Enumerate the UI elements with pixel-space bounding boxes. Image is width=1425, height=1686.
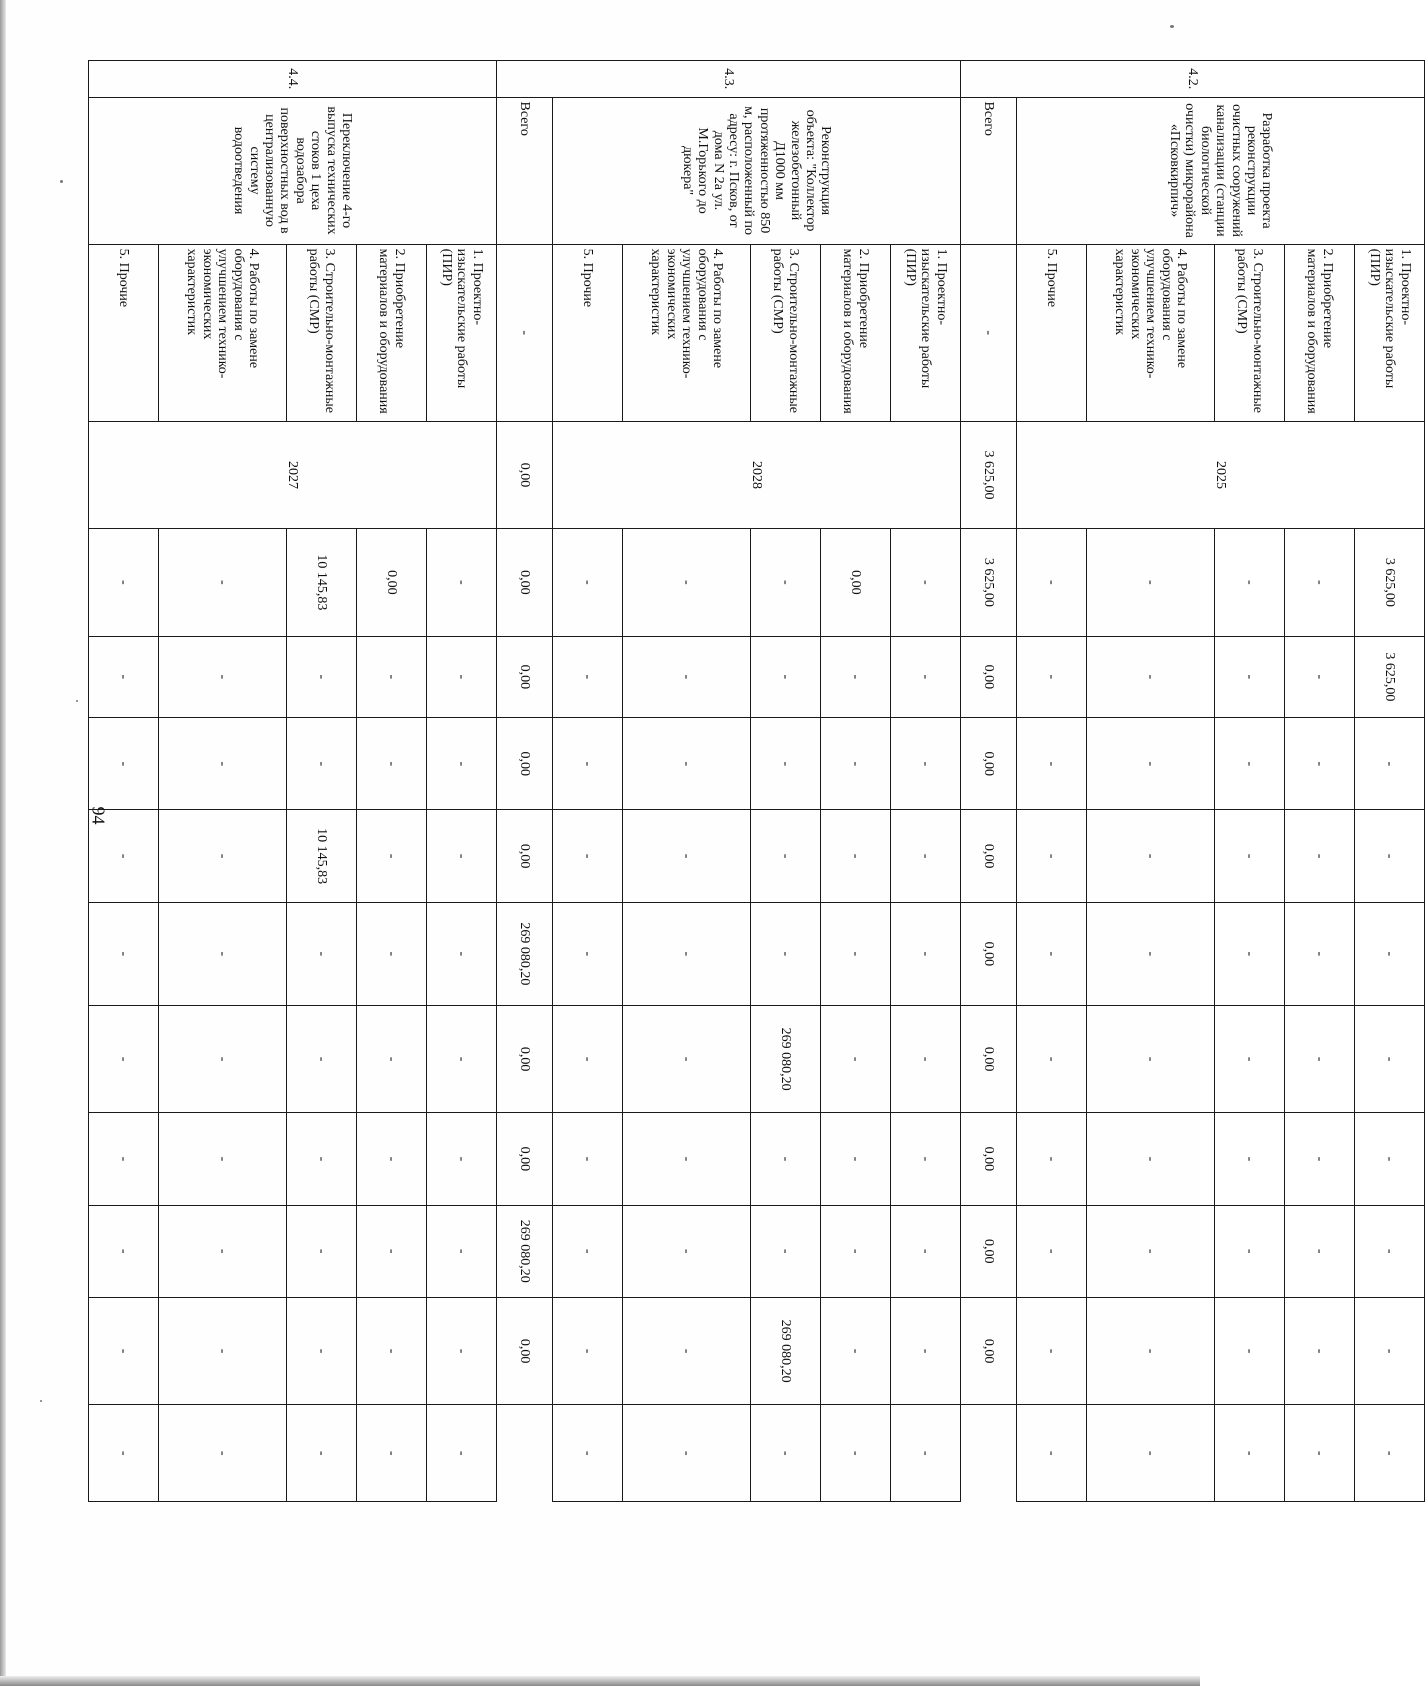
amount-cell: - [1017, 529, 1087, 636]
amount-cell: - [553, 902, 623, 1005]
total-amount-cell: 0,00 [961, 1005, 1017, 1112]
amount-cell: - [159, 529, 287, 636]
amount-cell: - [159, 1297, 287, 1404]
amount-cell: - [1017, 902, 1087, 1005]
total-label: Всего [961, 97, 1017, 244]
amount-cell: - [427, 718, 497, 810]
table-row [1215, 61, 1285, 1502]
amount-cell: - [821, 902, 891, 1005]
amount-cell: - [623, 718, 751, 810]
amount-cell: - [821, 1405, 891, 1502]
amount-cell: - [623, 810, 751, 902]
amount-cell: - [623, 1405, 751, 1502]
amount-cell: - [1215, 1297, 1285, 1404]
amount-cell: - [751, 1405, 821, 1502]
amount-cell: - [1087, 902, 1215, 1005]
table-row [1355, 61, 1425, 1502]
work-type: 3. Строительно-монтажные работы (СМР) [1215, 244, 1285, 421]
amount-cell: - [623, 636, 751, 718]
amount-cell: - [751, 902, 821, 1005]
amount-cell: 0,00 [357, 529, 427, 636]
amount-cell: - [89, 636, 159, 718]
amount-cell: - [751, 529, 821, 636]
scan-left-edge [0, 0, 6, 1686]
amount-cell: - [287, 902, 357, 1005]
amount-cell: - [553, 1405, 623, 1502]
total-amount-cell: 0,00 [497, 421, 553, 528]
investment-table [88, 60, 1425, 1502]
total-amount-cell: 0,00 [497, 718, 553, 810]
amount-cell: - [553, 1005, 623, 1112]
amount-cell: - [1087, 1205, 1215, 1297]
total-amount-cell: 0,00 [961, 636, 1017, 718]
amount-cell: - [287, 718, 357, 810]
amount-cell: - [623, 529, 751, 636]
amount-cell: - [891, 1005, 961, 1112]
total-label: Всего [497, 97, 553, 244]
amount-cell: - [891, 1205, 961, 1297]
work-type: 1. Проектно-изыскательские работы (ПИР) [427, 244, 497, 421]
amount-cell: - [427, 1113, 497, 1205]
amount-cell: - [287, 636, 357, 718]
amount-cell: - [427, 1405, 497, 1502]
amount-cell: - [1355, 1297, 1425, 1404]
work-type: 2. Приобретение материалов и оборудования [1285, 244, 1355, 421]
amount-cell: - [357, 1113, 427, 1205]
amount-cell: 3 625,00 [1355, 529, 1425, 636]
amount-cell: - [1355, 902, 1425, 1005]
amount-cell: - [1355, 810, 1425, 902]
amount-cell: - [357, 1005, 427, 1112]
total-amount-cell: 0,00 [961, 718, 1017, 810]
table-row [1087, 61, 1215, 1502]
amount-cell: - [1017, 1005, 1087, 1112]
amount-cell: - [89, 1297, 159, 1404]
amount-cell: - [553, 1205, 623, 1297]
year: 2025 [1017, 421, 1425, 528]
amount-cell: - [821, 1205, 891, 1297]
amount-cell: - [751, 1113, 821, 1205]
amount-cell: - [1355, 1005, 1425, 1112]
amount-cell: - [891, 529, 961, 636]
object-name: Переключение 4-го выпуска технических стоков 1 цеха водозабора поверхностных вод в централизованную систему водоотведения [89, 97, 497, 244]
amount-cell: - [1087, 718, 1215, 810]
amount-cell: - [1215, 810, 1285, 902]
amount-cell: - [623, 1113, 751, 1205]
year: 2027 [89, 421, 497, 528]
amount-cell: - [623, 1205, 751, 1297]
amount-cell: 10 145,83 [287, 529, 357, 636]
work-type: 1. Проектно-изыскательские работы (ПИР) [891, 244, 961, 421]
amount-cell: - [1017, 636, 1087, 718]
amount-cell: - [1285, 902, 1355, 1005]
amount-cell: - [1215, 902, 1285, 1005]
page-number: 94 [88, 806, 109, 825]
table-row [1285, 61, 1355, 1502]
amount-cell: - [553, 636, 623, 718]
amount-cell: - [1285, 1205, 1355, 1297]
amount-cell: - [89, 902, 159, 1005]
amount-cell: - [1087, 1005, 1215, 1112]
total-amount-cell: 0,00 [961, 1205, 1017, 1297]
table-row [357, 61, 427, 1502]
total-amount-cell: 0,00 [961, 1113, 1017, 1205]
amount-cell: - [357, 1205, 427, 1297]
total-amount-cell: 0,00 [497, 1113, 553, 1205]
scan-speck [76, 700, 78, 702]
amount-cell: - [751, 810, 821, 902]
rotated-table-container [116, 60, 1425, 1502]
amount-cell: - [1355, 1205, 1425, 1297]
amount-cell: - [287, 1113, 357, 1205]
total-amount-cell: 0,00 [497, 1297, 553, 1404]
amount-cell: - [159, 1113, 287, 1205]
amount-cell: - [159, 810, 287, 902]
amount-cell: - [357, 1405, 427, 1502]
work-type: 1. Проектно-изыскательские работы (ПИР) [1355, 244, 1425, 421]
scan-speck [1170, 25, 1174, 28]
amount-cell: - [891, 810, 961, 902]
amount-cell: - [1215, 1005, 1285, 1112]
work-type: 5. Прочие [553, 244, 623, 421]
object-name: Разработка проекта реконструкции очистных сооружений канализации (станции биологической очистки) микрорайона «Псковкирпич» [1017, 97, 1425, 244]
work-type: 2. Приобретение материалов и оборудования [357, 244, 427, 421]
amount-cell: - [1087, 636, 1215, 718]
amount-cell: - [1087, 810, 1215, 902]
table-row [89, 61, 159, 1502]
amount-cell: 269 080,20 [751, 1297, 821, 1404]
amount-cell: - [1285, 1005, 1355, 1112]
amount-cell: - [357, 810, 427, 902]
table-row [427, 61, 497, 1502]
amount-cell: - [1355, 1113, 1425, 1205]
amount-cell: - [159, 636, 287, 718]
amount-cell: - [1285, 718, 1355, 810]
amount-cell: - [1285, 1297, 1355, 1404]
work-type: 2. Приобретение материалов и оборудования [821, 244, 891, 421]
amount-cell: - [623, 1297, 751, 1404]
work-type: 4. Работы по замене оборудования с улучшением технико-экономических характеристик [623, 244, 751, 421]
amount-cell: - [1017, 1205, 1087, 1297]
total-amount-cell: 0,00 [961, 810, 1017, 902]
total-amount-cell: 0,00 [497, 529, 553, 636]
amount-cell: - [1285, 1405, 1355, 1502]
amount-cell: - [357, 1297, 427, 1404]
amount-cell: - [89, 718, 159, 810]
work-type: 5. Прочие [89, 244, 159, 421]
amount-cell: - [1215, 1205, 1285, 1297]
table-row [751, 61, 821, 1502]
total-amount-cell: 3 625,00 [961, 421, 1017, 528]
amount-cell: - [553, 718, 623, 810]
total-amount-cell: 0,00 [961, 902, 1017, 1005]
amount-cell: - [891, 1405, 961, 1502]
amount-cell: - [287, 1297, 357, 1404]
amount-cell: - [159, 1005, 287, 1112]
amount-cell: - [891, 1113, 961, 1205]
amount-cell: - [1017, 1405, 1087, 1502]
amount-cell: - [427, 1005, 497, 1112]
amount-cell: - [1215, 718, 1285, 810]
amount-cell: - [821, 636, 891, 718]
amount-cell: - [1087, 1113, 1215, 1205]
work-type: 3. Строительно-монтажные работы (СМР) [287, 244, 357, 421]
table-row [821, 61, 891, 1502]
amount-cell: - [427, 902, 497, 1005]
amount-cell: - [1215, 529, 1285, 636]
total-amount-cell: 0,00 [497, 636, 553, 718]
amount-cell: - [891, 718, 961, 810]
amount-cell: - [1017, 810, 1087, 902]
total-amount-cell: 0,00 [961, 1297, 1017, 1404]
amount-cell: - [159, 902, 287, 1005]
amount-cell: - [1215, 1405, 1285, 1502]
amount-cell: - [159, 1205, 287, 1297]
amount-cell: - [1087, 1405, 1215, 1502]
amount-cell: - [357, 636, 427, 718]
item-number: 4.3. [497, 61, 961, 98]
table-row [287, 61, 357, 1502]
work-type: 4. Работы по замене оборудования с улучшением технико-экономических характеристик [159, 244, 287, 421]
amount-cell: - [89, 1005, 159, 1112]
amount-cell: - [891, 1297, 961, 1404]
total-row [961, 61, 1017, 1502]
amount-cell: - [751, 636, 821, 718]
amount-cell: - [1017, 1297, 1087, 1404]
amount-cell: 0,00 [821, 529, 891, 636]
amount-cell: - [287, 1005, 357, 1112]
amount-cell: - [891, 636, 961, 718]
work-type: 4. Работы по замене оборудования с улучшением технико-экономических характеристик [1087, 244, 1215, 421]
amount-cell: - [821, 1297, 891, 1404]
amount-cell: - [751, 1205, 821, 1297]
amount-cell: - [1017, 1113, 1087, 1205]
amount-cell: - [89, 1405, 159, 1502]
amount-cell: - [89, 810, 159, 902]
amount-cell: - [1017, 718, 1087, 810]
scan-speck [60, 180, 63, 183]
amount-cell: - [89, 529, 159, 636]
amount-cell: - [1087, 529, 1215, 636]
amount-cell: - [1215, 636, 1285, 718]
total-amount-cell: 269 080,20 [497, 1205, 553, 1297]
total-row [497, 61, 553, 1502]
total-amount-cell: 3 625,00 [961, 529, 1017, 636]
amount-cell: - [553, 1113, 623, 1205]
total-amount-cell: 0,00 [497, 1005, 553, 1112]
amount-cell: 10 145,83 [287, 810, 357, 902]
year: 2028 [553, 421, 961, 528]
amount-cell: - [821, 1113, 891, 1205]
amount-cell: 269 080,20 [751, 1005, 821, 1112]
amount-cell: - [357, 902, 427, 1005]
amount-cell: - [357, 718, 427, 810]
amount-cell: - [553, 529, 623, 636]
table-row [159, 61, 287, 1502]
amount-cell: - [1285, 636, 1355, 718]
item-number: 4.4. [89, 61, 497, 98]
amount-cell: - [1355, 718, 1425, 810]
amount-cell: - [1215, 1113, 1285, 1205]
amount-cell: - [821, 718, 891, 810]
work-type: 5. Прочие [1017, 244, 1087, 421]
table-row [891, 61, 961, 1502]
amount-cell: - [1285, 1113, 1355, 1205]
amount-cell: - [1087, 1297, 1215, 1404]
amount-cell: - [1355, 1405, 1425, 1502]
amount-cell: - [159, 1405, 287, 1502]
amount-cell: - [891, 902, 961, 1005]
amount-cell: - [89, 1205, 159, 1297]
item-number: 4.2. [961, 61, 1425, 98]
amount-cell: - [427, 529, 497, 636]
amount-cell: - [623, 1005, 751, 1112]
scan-bottom-edge [0, 1676, 1200, 1686]
table-row [623, 61, 751, 1502]
amount-cell: - [427, 636, 497, 718]
amount-cell: - [623, 902, 751, 1005]
amount-cell: - [427, 1297, 497, 1404]
amount-cell: - [821, 1005, 891, 1112]
amount-cell: - [287, 1405, 357, 1502]
amount-cell: - [553, 1297, 623, 1404]
scan-speck [40, 1400, 42, 1402]
amount-cell: - [553, 810, 623, 902]
total-amount-cell: 0,00 [497, 810, 553, 902]
amount-cell: - [1285, 810, 1355, 902]
amount-cell: - [89, 1113, 159, 1205]
amount-cell: - [427, 810, 497, 902]
work-type: 3. Строительно-монтажные работы (СМР) [751, 244, 821, 421]
amount-cell: - [287, 1205, 357, 1297]
amount-cell: - [751, 718, 821, 810]
table-row [1017, 61, 1087, 1502]
amount-cell: 3 625,00 [1355, 636, 1425, 718]
total-year: - [961, 244, 1017, 421]
object-name: Реконструкция объекта: "Коллектор железобетонный Д1000 мм протяженностью 850 м, расположенный по адресу: г. Псков, от дома N 2а ул. М.Горького до дюкера" [553, 97, 961, 244]
amount-cell: - [159, 718, 287, 810]
total-amount-cell: 269 080,20 [497, 902, 553, 1005]
amount-cell: - [427, 1205, 497, 1297]
table-row [553, 61, 623, 1502]
amount-cell: - [821, 810, 891, 902]
total-year: - [497, 244, 553, 421]
amount-cell: - [1285, 529, 1355, 636]
